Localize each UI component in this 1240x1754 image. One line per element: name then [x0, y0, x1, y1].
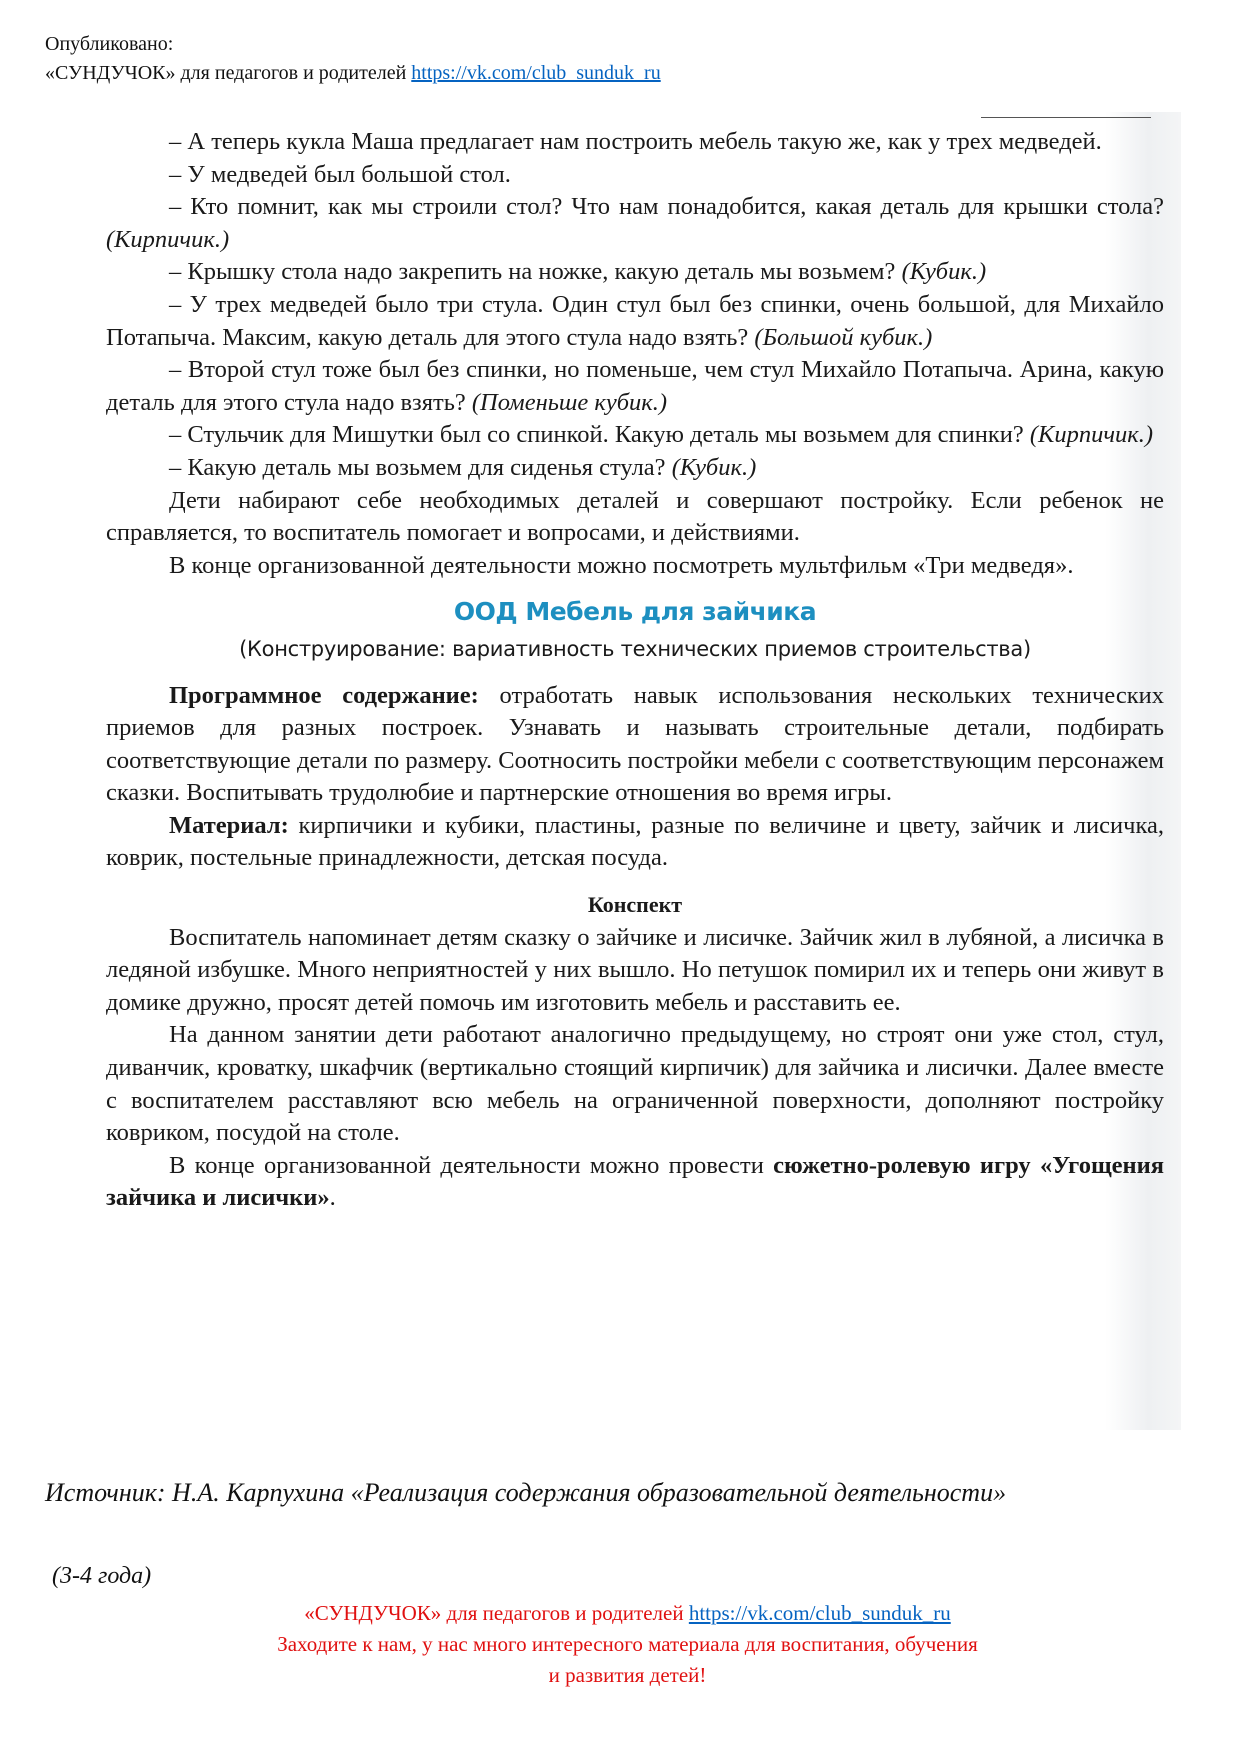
- bold-text: сюжетно-ролевую игру «Угощения зайчика и лисички»: [106, 1151, 1164, 1212]
- text: На данном занятии дети работают аналогично предыдущему, но строят они уже стол, стул, диванчик, кроватку, шкафчик (вертикально стоящий кирпичик) для зайчика и лисички. Далее вместе с воспитателем расставляют всю мебель на ограниченной поверхности, дополняют постройку ковриком, посудой на столе.: [106, 1021, 1164, 1147]
- bold-text: Материал:: [169, 811, 289, 839]
- italic-text: (Кирпичик.): [106, 225, 230, 253]
- paragraph: [106, 289, 1164, 354]
- source-citation: Источник: Н.А. Карпухина «Реализация содержания образовательной деятельности»: [45, 1478, 1007, 1507]
- published-label: Опубликовано:: [45, 33, 174, 55]
- text: Воспитатель напоминает детям сказку о зайчике и лисичке. Зайчик жил в лубяной, а лисичка в ледяной избушке. Много неприятностей у них вышло. Но петушок помирил их и теперь они живут в домике дружно, просят детей помочь им изготовить мебель и расставить ее.: [106, 923, 1164, 1016]
- italic-text: (Кирпичик.): [1029, 421, 1154, 449]
- text: .: [329, 1184, 336, 1212]
- section-title: [106, 596, 1164, 629]
- top-rule: [981, 117, 1151, 118]
- text: – У трех медведей было три стула. Один стул был без спинки, очень большой, для Михайло Потапыча. Максим, какую деталь для этого стула надо взять?: [106, 290, 1164, 351]
- text: В конце организованной деятельности можно провести: [169, 1151, 774, 1179]
- paragraph: [106, 485, 1164, 550]
- scanned-page: [96, 112, 1181, 1430]
- text: кирпичики и кубики, пластины, разные по величине и цвету, зайчик и лисичка, коврик, постельные принадлежности, детская посуда.: [106, 811, 1164, 872]
- paragraph: [106, 680, 1164, 810]
- footer-group-link[interactable]: https://vk.com/club_sunduk_ru: [688, 1601, 951, 1625]
- section-subtitle: [106, 633, 1164, 666]
- paragraph: [106, 191, 1164, 256]
- footer-invite: Заходите к нам, у нас много интересного материала для воспитания, обучения: [277, 1632, 978, 1656]
- italic-text: (Поменьше кубик.): [471, 388, 668, 416]
- paragraph: [106, 810, 1164, 875]
- article-body: [106, 126, 1164, 1215]
- paragraph: [106, 922, 1164, 1020]
- italic-text: (Кубик.): [901, 258, 987, 286]
- footer-group-name: «СУНДУЧОК» для педагогов и родителей: [304, 1601, 689, 1625]
- italic-text: (Кубик.): [671, 453, 757, 481]
- group-link[interactable]: https://vk.com/club_sunduk_ru: [411, 62, 661, 84]
- subsection-title: [106, 889, 1164, 922]
- bold-text: Программное содержание:: [169, 681, 479, 709]
- text: Конспект: [587, 892, 683, 918]
- paragraph: [106, 419, 1164, 452]
- paragraph: [106, 126, 1164, 159]
- text: В конце организованной деятельности можно посмотреть мультфильм «Три медведя».: [169, 551, 1074, 579]
- paragraph: [106, 1150, 1164, 1215]
- paragraph: [106, 550, 1164, 583]
- text: Дети набирают себе необходимых деталей и совершают постройку. Если ребенок не справляется, то воспитатель помогает и вопросами, и действиями.: [106, 486, 1164, 547]
- text: – Второй стул тоже был без спинки, но поменьше, чем стул Михайло Потапыча. Арина, какую деталь для этого стула надо взять?: [106, 356, 1164, 416]
- text: – Какую деталь мы возьмем для сиденья стула?: [169, 453, 672, 481]
- text: – У медведей был большой стол.: [169, 160, 511, 188]
- text: (Конструирование: вариативность технических приемов строительства): [239, 636, 1031, 661]
- page-header: [45, 30, 661, 88]
- paragraph: [106, 256, 1164, 289]
- paragraph: [106, 452, 1164, 485]
- paragraph: [106, 354, 1164, 419]
- text: отработать навык использования нескольких технических приемов для разных построек. Узнавать и называть строительные детали, подбирать соответствующие детали по размеру. Соотносить постройки мебели с соответствующим персонажем сказки. Воспитывать трудолюбие и партнерские отношения во время игры.: [106, 681, 1164, 807]
- text: – А теперь кукла Маша предлагает нам построить мебель такую же, как у трех медведей.: [169, 128, 1102, 155]
- age-label: (3-4 года): [52, 1563, 152, 1589]
- text: – Стульчик для Мишутки был со спинкой. Какую деталь мы возьмем для спинки?: [169, 421, 1030, 449]
- text: ООД Мебель для зайчика: [453, 597, 817, 627]
- footer-invite-end: и развития детей!: [548, 1663, 707, 1687]
- group-name: «СУНДУЧОК» для педагогов и родителей: [45, 62, 412, 84]
- paragraph: [106, 1019, 1164, 1149]
- text: – Кто помнит, как мы строили стол? Что нам понадобится, какая деталь для крышки стола?: [169, 193, 1164, 221]
- text: – Крышку стола надо закрепить на ножке, какую деталь мы возьмем?: [169, 258, 902, 286]
- paragraph: [106, 159, 1164, 192]
- italic-text: (Большой кубик.): [754, 323, 933, 351]
- page-footer: [0, 1598, 1240, 1691]
